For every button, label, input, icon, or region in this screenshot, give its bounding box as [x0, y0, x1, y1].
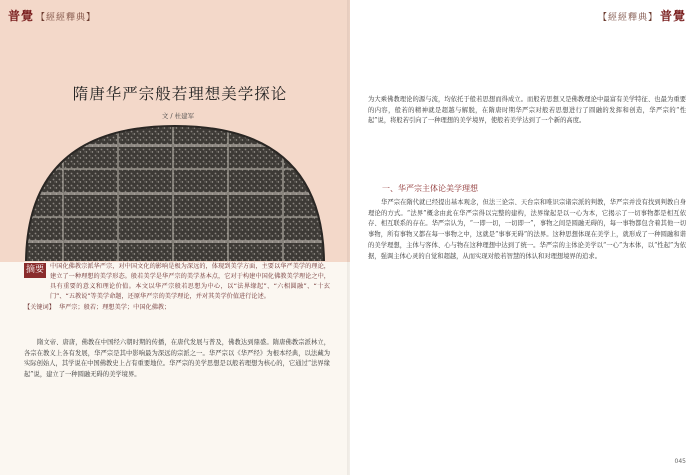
column-name-left: 【經經釋典】 [36, 13, 97, 23]
abstract-text: 中国化佛教宗派华严宗，对中国文化的影响是极为深远的，体现到美学方面，主要以华严美学的理论，建立了一种理想的美学形态。般若美学是华严宗的美学基本点，它对于构建中国化佛教美学理论之中，具有重要的意义和理论价值。本文以华严宗般若思想为中心，以“法界缘起”、“六相圆融”、“十玄门”、“五教说”等美学命题，还原华严宗的美学理论，并对其美学价值进行论述。 [50, 263, 330, 300]
article-author: 文 / 杜建军 [161, 112, 195, 120]
article-title: 隋唐华严宗般若理想美学探论 [72, 85, 288, 103]
column-name-right: 【經經釋典】 [597, 13, 658, 23]
body-text-right-main [368, 198, 686, 262]
logo-text-left: 普覺 [8, 9, 35, 23]
right-page [350, 0, 700, 475]
abstract-label: 摘要 [24, 263, 46, 278]
body-paragraph-left: 隋文帝、唐唐，佛教在中国经六朝时期的传播，在唐代发展与普及，佛教达到鼎盛。隋唐佛教宗派林立，各宗在教义上各有发展，华严宗是其中影响最为深远的宗派之一。华严宗以《华严经》为根本经典，以法藏为实际创始人，其学说在中国佛教史上占有重要地位。华严宗的美学思想是以般若理想为核心的，它通过“法界缘起”说，建立了一种圆融无碍的美学境界。 [24, 339, 330, 378]
magazine-logo-left [8, 7, 96, 24]
page-number: 045 [674, 458, 686, 465]
abstract-section [24, 262, 330, 313]
body-paragraph-right: 华严宗在隋代就已经提出基本观念，但法三论宗、天台宗和唯识宗诸宗派的判教，华严宗并没有找到判教自身理论的方式。“法界”概念由此在华严宗得以完整的建构，法界缘起是以一心为本，它揭示了一切事物都是相互依存、相互联系的存在。华严宗认为，“一即一切，一切即一”，事物之间是圆融无碍的，每一事物都包含着其他一切事物，所有事物又都在每一事物之中，这就是“事事无碍”的法界。这种思想体现在美学上，就形成了一种圆融和谐的美学理想，主体与客体、心与物在这种理想中达到了统一。华严宗的主体论美学以“一心”为本体，以“性起”为依据，强调主体心灵的自觉和超越，从而实现对般若智慧的体认和对理想境界的追求。 [368, 199, 686, 260]
magazine-logo-right [598, 7, 686, 24]
keywords-label: 【关键词】 [24, 304, 55, 311]
keywords-text: 华严宗；般若；理想美学；中国化佛教； [58, 304, 171, 311]
keywords-line [24, 303, 330, 313]
logo-text-right: 普覺 [659, 9, 686, 23]
section-heading: 一、华严宗主体论美学理想 [382, 184, 478, 193]
body-text-right-top: 为大乘佛教理论的源与流，均依托于般若思想而得成立。而般若思想又是佛教理论中最富有美学特征、也最为重要的内容，般若的精神就是超越与解脱，在隋唐时期华严宗对般若思想进行了圆融的发挥和创造，华严宗的“性起”说，将般若引向了一种理想的美学境界，使般若美学达到了一个新的高度。 [368, 96, 686, 125]
stele-rubbing-image [22, 124, 328, 261]
body-text-left [24, 338, 330, 380]
